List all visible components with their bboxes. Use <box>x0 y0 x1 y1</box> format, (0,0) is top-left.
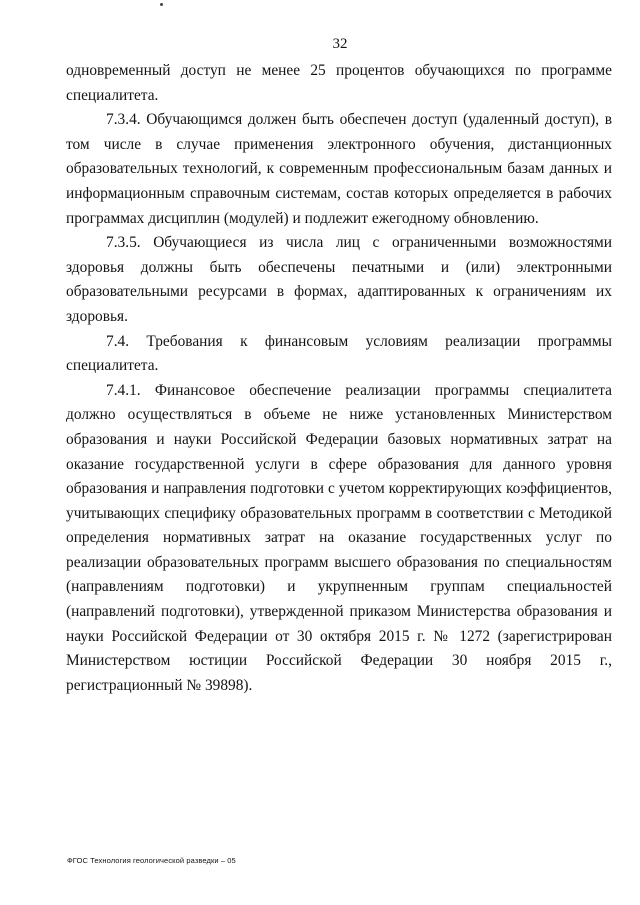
document-body <box>66 59 612 698</box>
footer-note: ФГОС Технология геологической разведки – 05 <box>67 856 236 865</box>
paragraph-7-4-1: 7.4.1. Финансовое обеспечение реализации программы специалитета должно осуществляться в объеме не ниже установленных Министерством образования и науки Российской Федерации базовых нормативных затрат на оказание государственной услуги в сфере образования для данного уровня образования и направления подготовки с учетом корректирующих коэффициентов, учитывающих специфику образовательных программ в соответствии с Методикой определения нормативных затрат на оказание государственных услуг по реализации образовательных программ высшего образования по специальностям (направлениям подготовки) и укрупненным группам специальностей (направлений подготовки), утвержденной приказом Министерства образования и науки Российской Федерации от 30 октября 2015 г. № 1272 (зарегистрирован Министерством юстиции Российской Федерации 30 ноября 2015 г., регистрационный № 39898). <box>66 381 612 694</box>
paragraph-7-3-5: 7.3.5. Обучающиеся из числа лиц с ограниченными возможностями здоровья должны быть обеспечены печатными и (или) электронными образовательными ресурсами в формах, адаптированных к ограничениям их здоровья. <box>66 234 612 325</box>
page-number: 32 <box>332 36 348 52</box>
scan-speck <box>160 3 163 6</box>
paragraph-continuation: одновременный доступ не менее 25 процентов обучающихся по программе специалитета. <box>66 62 612 104</box>
paragraph-7-4: 7.4. Требования к финансовым условиям реализации программы специалитета. <box>66 332 612 375</box>
paragraph-7-3-4: 7.3.4. Обучающимся должен быть обеспечен доступ (удаленный доступ), в том числе в случае применения электронного обучения, дистанционных образовательных технологий, к современным профессиональным базам данных и информационным справочным системам, состав которых определяется в рабочих программах дисциплин (модулей) и подлежит ежегодному обновлению. <box>66 111 612 227</box>
